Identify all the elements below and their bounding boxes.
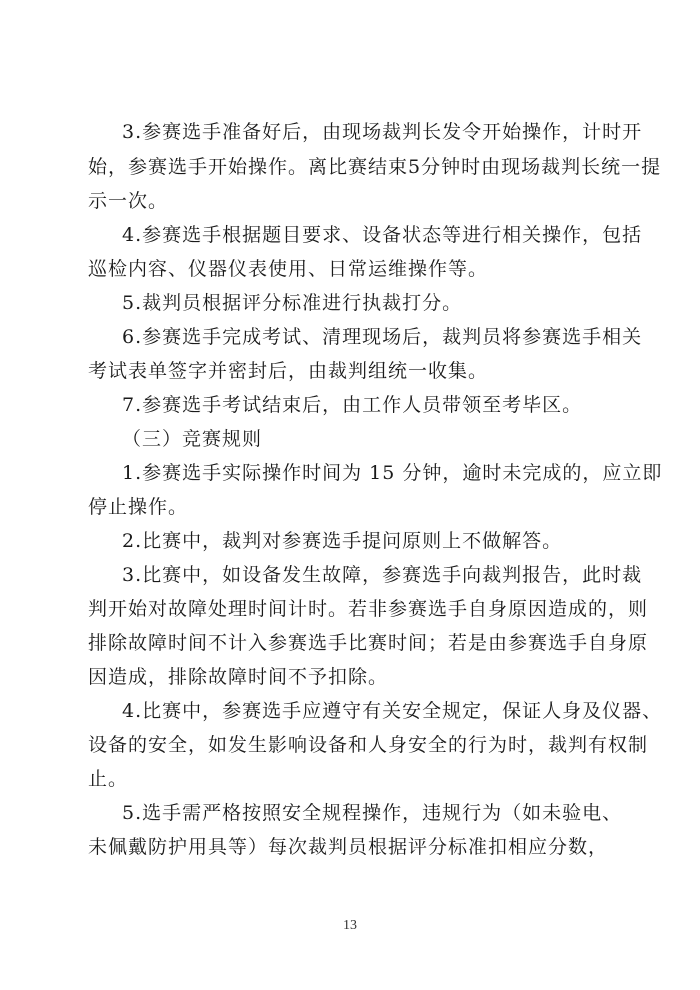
section-heading: （三）竞赛规则 <box>122 428 263 450</box>
text-line: 设备的安全，如发生影响设备和人身安全的行为时，裁判有权制 <box>88 734 649 756</box>
text-line: 因造成，排除故障时间不予扣除。 <box>88 666 389 688</box>
page-number: 13 <box>343 918 357 933</box>
text-line: 3.比赛中，如设备发生故障，参赛选手向裁判报告，此时裁 <box>122 564 643 586</box>
text-line: 示一次。 <box>88 190 169 212</box>
text-line: 始，参赛选手开始操作。离比赛结束5分钟时由现场裁判长统一提 <box>88 156 662 178</box>
text-line: 停止操作。 <box>88 496 189 518</box>
text-line: 5.裁判员根据评分标准进行执裁打分。 <box>122 292 463 314</box>
text-line: 巡检内容、仪器仪表使用、日常运维操作等。 <box>88 258 489 280</box>
text-line: 排除故障时间不计入参赛选手比赛时间；若是由参赛选手自身原 <box>88 632 649 654</box>
text-line: 4.比赛中，参赛选手应遵守有关安全规定，保证人身及仪器、 <box>122 700 663 722</box>
text-line: 判开始对故障处理时间计时。若非参赛选手自身原因造成的，则 <box>88 598 649 620</box>
text-line: 3.参赛选手准备好后，由现场裁判长发令开始操作，计时开 <box>122 121 643 143</box>
text-line: 4.参赛选手根据题目要求、设备状态等进行相关操作，包括 <box>122 224 643 246</box>
text-line: 1.参赛选手实际操作时间为 15 分钟，逾时未完成的，应立即 <box>122 462 663 484</box>
text-line: 7.参赛选手考试结束后，由工作人员带领至考毕区。 <box>122 394 583 416</box>
text-line: 考试表单签字并密封后，由裁判组统一收集。 <box>88 360 489 382</box>
text-line: 2.比赛中，裁判对参赛选手提问原则上不做解答。 <box>122 530 563 552</box>
text-line: 未佩戴防护用具等）每次裁判员根据评分标准扣相应分数， <box>88 836 609 858</box>
text-line: 6.参赛选手完成考试、清理现场后，裁判员将参赛选手相关 <box>122 326 643 348</box>
text-line: 5.选手需严格按照安全规程操作，违规行为（如未验电、 <box>122 802 623 824</box>
text-line: 止。 <box>88 768 129 790</box>
